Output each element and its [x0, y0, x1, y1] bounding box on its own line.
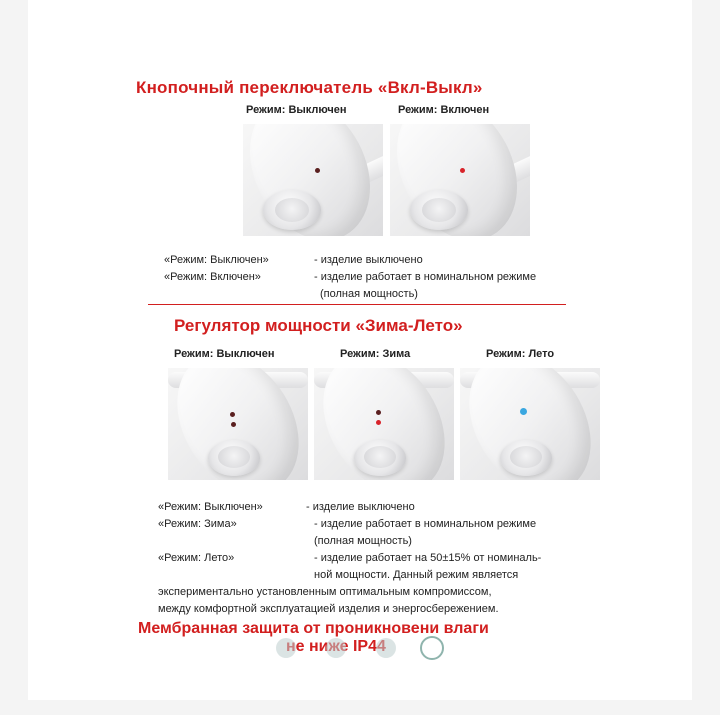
photo-switch-off	[243, 124, 383, 236]
image-carousel-indicators	[0, 636, 720, 660]
photo-regulator-off	[168, 368, 308, 480]
indicator-dot-off	[315, 168, 320, 173]
desc-key-winter: «Режим: Зима»	[158, 518, 237, 530]
footer-title-line-2: IP44	[352, 638, 386, 655]
desc-key-summer: «Режим: Лето»	[158, 552, 235, 564]
indicator-dot-reg-bottom	[231, 422, 236, 427]
indicator-dot-reg-top	[230, 412, 235, 417]
section-title-switch: Кнопочный переключатель «Вкл-Выкл»	[136, 78, 483, 97]
carousel-dot-2[interactable]	[326, 638, 346, 658]
indicator-dot-on	[460, 168, 465, 173]
photo-regulator-summer	[460, 368, 600, 480]
product-image-frame	[28, 0, 692, 700]
desc-extra-full-power: (полная мощность)	[320, 288, 418, 300]
desc-val-reg-off: - изделие выключено	[306, 501, 415, 513]
paragraph-line-2: между комфортной эксплуатацией изделия и энергосбережением.	[158, 603, 499, 615]
indicator-dot-winter-bottom	[376, 420, 381, 425]
mode-label-summer: Режим: Лето	[486, 348, 555, 360]
desc-key-on: «Режим: Включен»	[164, 271, 261, 283]
desc-val-summer: - изделие работает на 50±15% от номиналь-	[314, 552, 542, 564]
carousel-dot-4-active[interactable]	[420, 636, 444, 660]
desc-val-winter: - изделие работает в номинальном режиме	[314, 518, 537, 530]
section-title-regulator: Регулятор мощности «Зима-Лето»	[174, 316, 463, 335]
mode-label-reg-off: Режим: Выключен	[174, 348, 275, 360]
photo-regulator-winter	[314, 368, 454, 480]
desc-val-on: - изделие работает в номинальном режиме	[314, 271, 537, 283]
desc-key-off: «Режим: Выключен»	[164, 254, 269, 266]
section-divider	[148, 304, 566, 305]
desc-key-reg-off: «Режим: Выключен»	[158, 501, 263, 513]
desc-extra-winter: (полная мощность)	[314, 535, 412, 547]
indicator-dot-winter-top	[376, 410, 381, 415]
carousel-dot-1[interactable]	[276, 638, 296, 658]
desc-val-off: - изделие выключено	[314, 254, 423, 266]
mode-label-off: Режим: Выключен	[246, 104, 347, 116]
mode-label-winter: Режим: Зима	[340, 348, 411, 360]
footer-title-line-1: Мембранная защита от проникновени влаги	[138, 620, 489, 637]
paragraph-line-1: экспериментально установленным оптимальным компромиссом,	[158, 586, 492, 598]
photo-switch-on	[390, 124, 530, 236]
desc-extra-summer: ной мощности. Данный режим является	[314, 569, 519, 581]
indicator-dot-summer	[520, 408, 527, 415]
carousel-dot-3[interactable]	[376, 638, 396, 658]
product-image[interactable]	[128, 58, 600, 690]
mode-label-on: Режим: Включен	[398, 104, 490, 116]
